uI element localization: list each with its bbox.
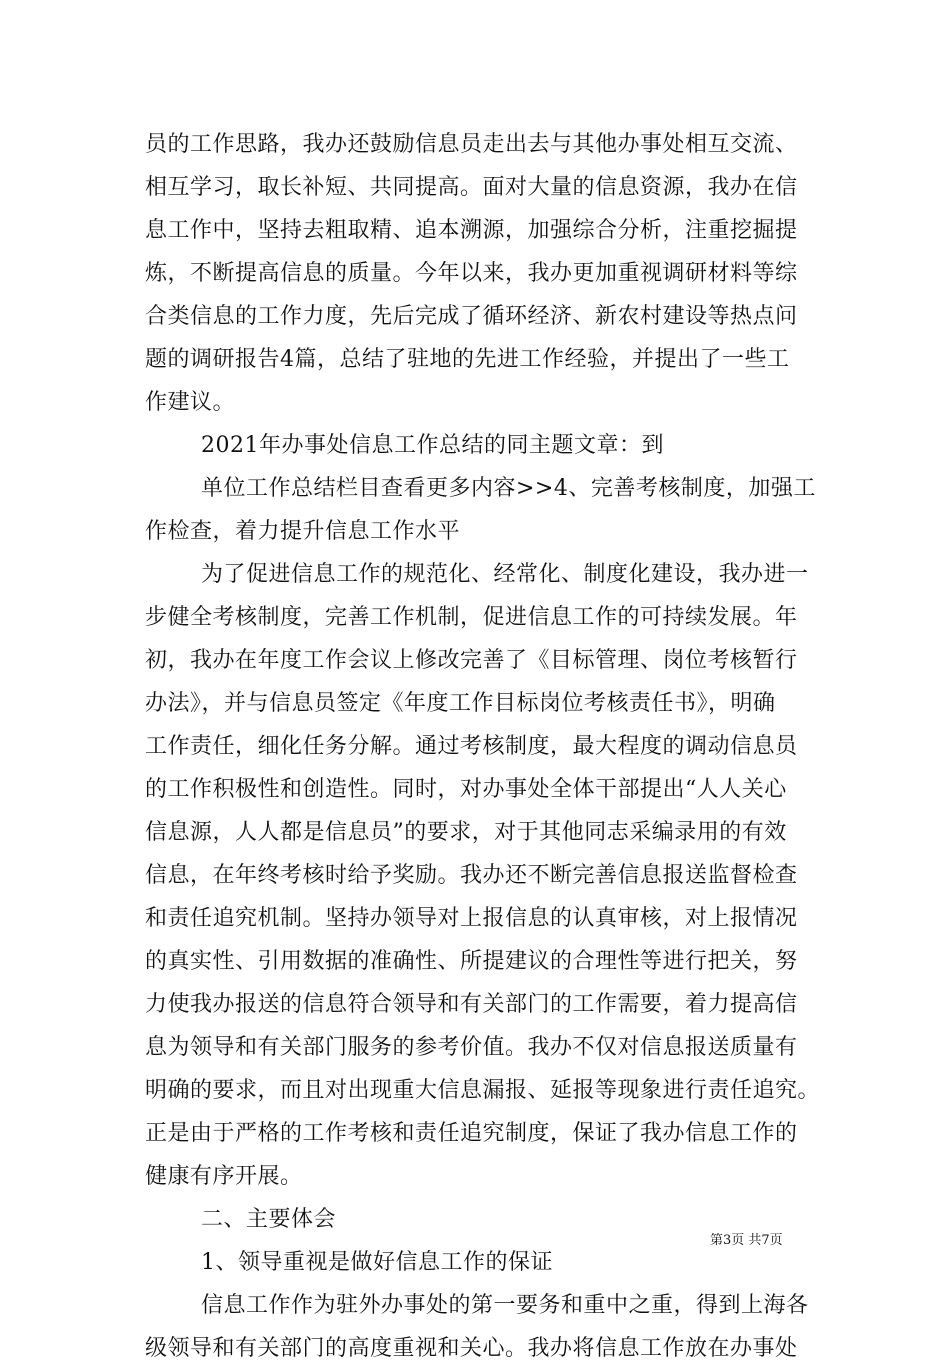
text-line: 力使我办报送的信息符合领导和有关部门的工作需要，着力提高信 xyxy=(145,992,798,1017)
text-line: 初，我办在年度工作会议上修改完善了《目标管理、岗位考核暂行 xyxy=(145,648,798,673)
text-line: 合类信息的工作力度，先后完成了循环经济、新农村建设等热点问 xyxy=(145,304,798,329)
page-number: 第3页 共7页 xyxy=(710,1233,783,1248)
text-line: 息为领导和有关部门服务的参考价值。我办不仅对信息报送质量有 xyxy=(145,1035,798,1060)
text-line: 炼，不断提高信息的质量。今年以来，我办更加重视调研材料等综 xyxy=(145,261,798,286)
text-line: 题的调研报告4篇，总结了驻地的先进工作经验，并提出了一些工 xyxy=(145,347,790,372)
text-line: 健康有序开展。 xyxy=(145,1164,303,1189)
text-line: 正是由于严格的工作考核和责任追究制度，保证了我办信息工作的 xyxy=(145,1121,798,1146)
text-line: 步健全考核制度，完善工作机制，促进信息工作的可持续发展。年 xyxy=(145,605,798,630)
document-body xyxy=(145,123,825,1370)
text-line: 工作责任，细化任务分解。通过考核制度，最大程度的调动信息员 xyxy=(145,734,798,759)
text-line: 单位工作总结栏目查看更多内容>>4、完善考核制度，加强工 xyxy=(201,476,816,501)
text-line: 作建议。 xyxy=(145,390,236,415)
text-line: 二、主要体会 xyxy=(201,1207,337,1232)
text-line: 信息源，人人都是信息员”的要求，对于其他同志采编录用的有效 xyxy=(145,820,787,845)
text-line: 信息，在年终考核时给予奖励。我办还不断完善信息报送监督检查 xyxy=(145,863,798,888)
text-line: 信息工作作为驻外办事处的第一要务和重中之重，得到上海各 xyxy=(201,1293,809,1318)
text-line: 的工作积极性和创造性。同时，对办事处全体干部提出“人人关心 xyxy=(145,777,787,802)
text-line: 2021年办事处信息工作总结的同主题文章：到 xyxy=(201,433,664,458)
text-line: 为了促进信息工作的规范化、经常化、制度化建设，我办进一 xyxy=(201,562,809,587)
text-line: 1、领导重视是做好信息工作的保证 xyxy=(201,1250,553,1275)
text-line: 和责任追究机制。坚持办领导对上报信息的认真审核，对上报情况 xyxy=(145,906,798,931)
text-line: 员的工作思路，我办还鼓励信息员走出去与其他办事处相互交流、 xyxy=(145,132,798,157)
text-line: 的真实性、引用数据的准确性、所提建议的合理性等进行把关，努 xyxy=(145,949,798,974)
text-line: 级领导和有关部门的高度重视和关心。我办将信息工作放在办事处 xyxy=(145,1336,798,1361)
text-line: 相互学习，取长补短、共同提高。面对大量的信息资源，我办在信 xyxy=(145,175,798,200)
text-line: 作检查，着力提升信息工作水平 xyxy=(145,519,461,544)
text-line: 办法》，并与信息员签定《年度工作目标岗位考核责任书》，明确 xyxy=(145,691,776,716)
text-line: 息工作中，坚持去粗取精、追本溯源，加强综合分析，注重挖掘提 xyxy=(145,218,798,243)
text-line: 明确的要求，而且对出现重大信息漏报、延报等现象进行责任追究。 xyxy=(145,1078,821,1103)
